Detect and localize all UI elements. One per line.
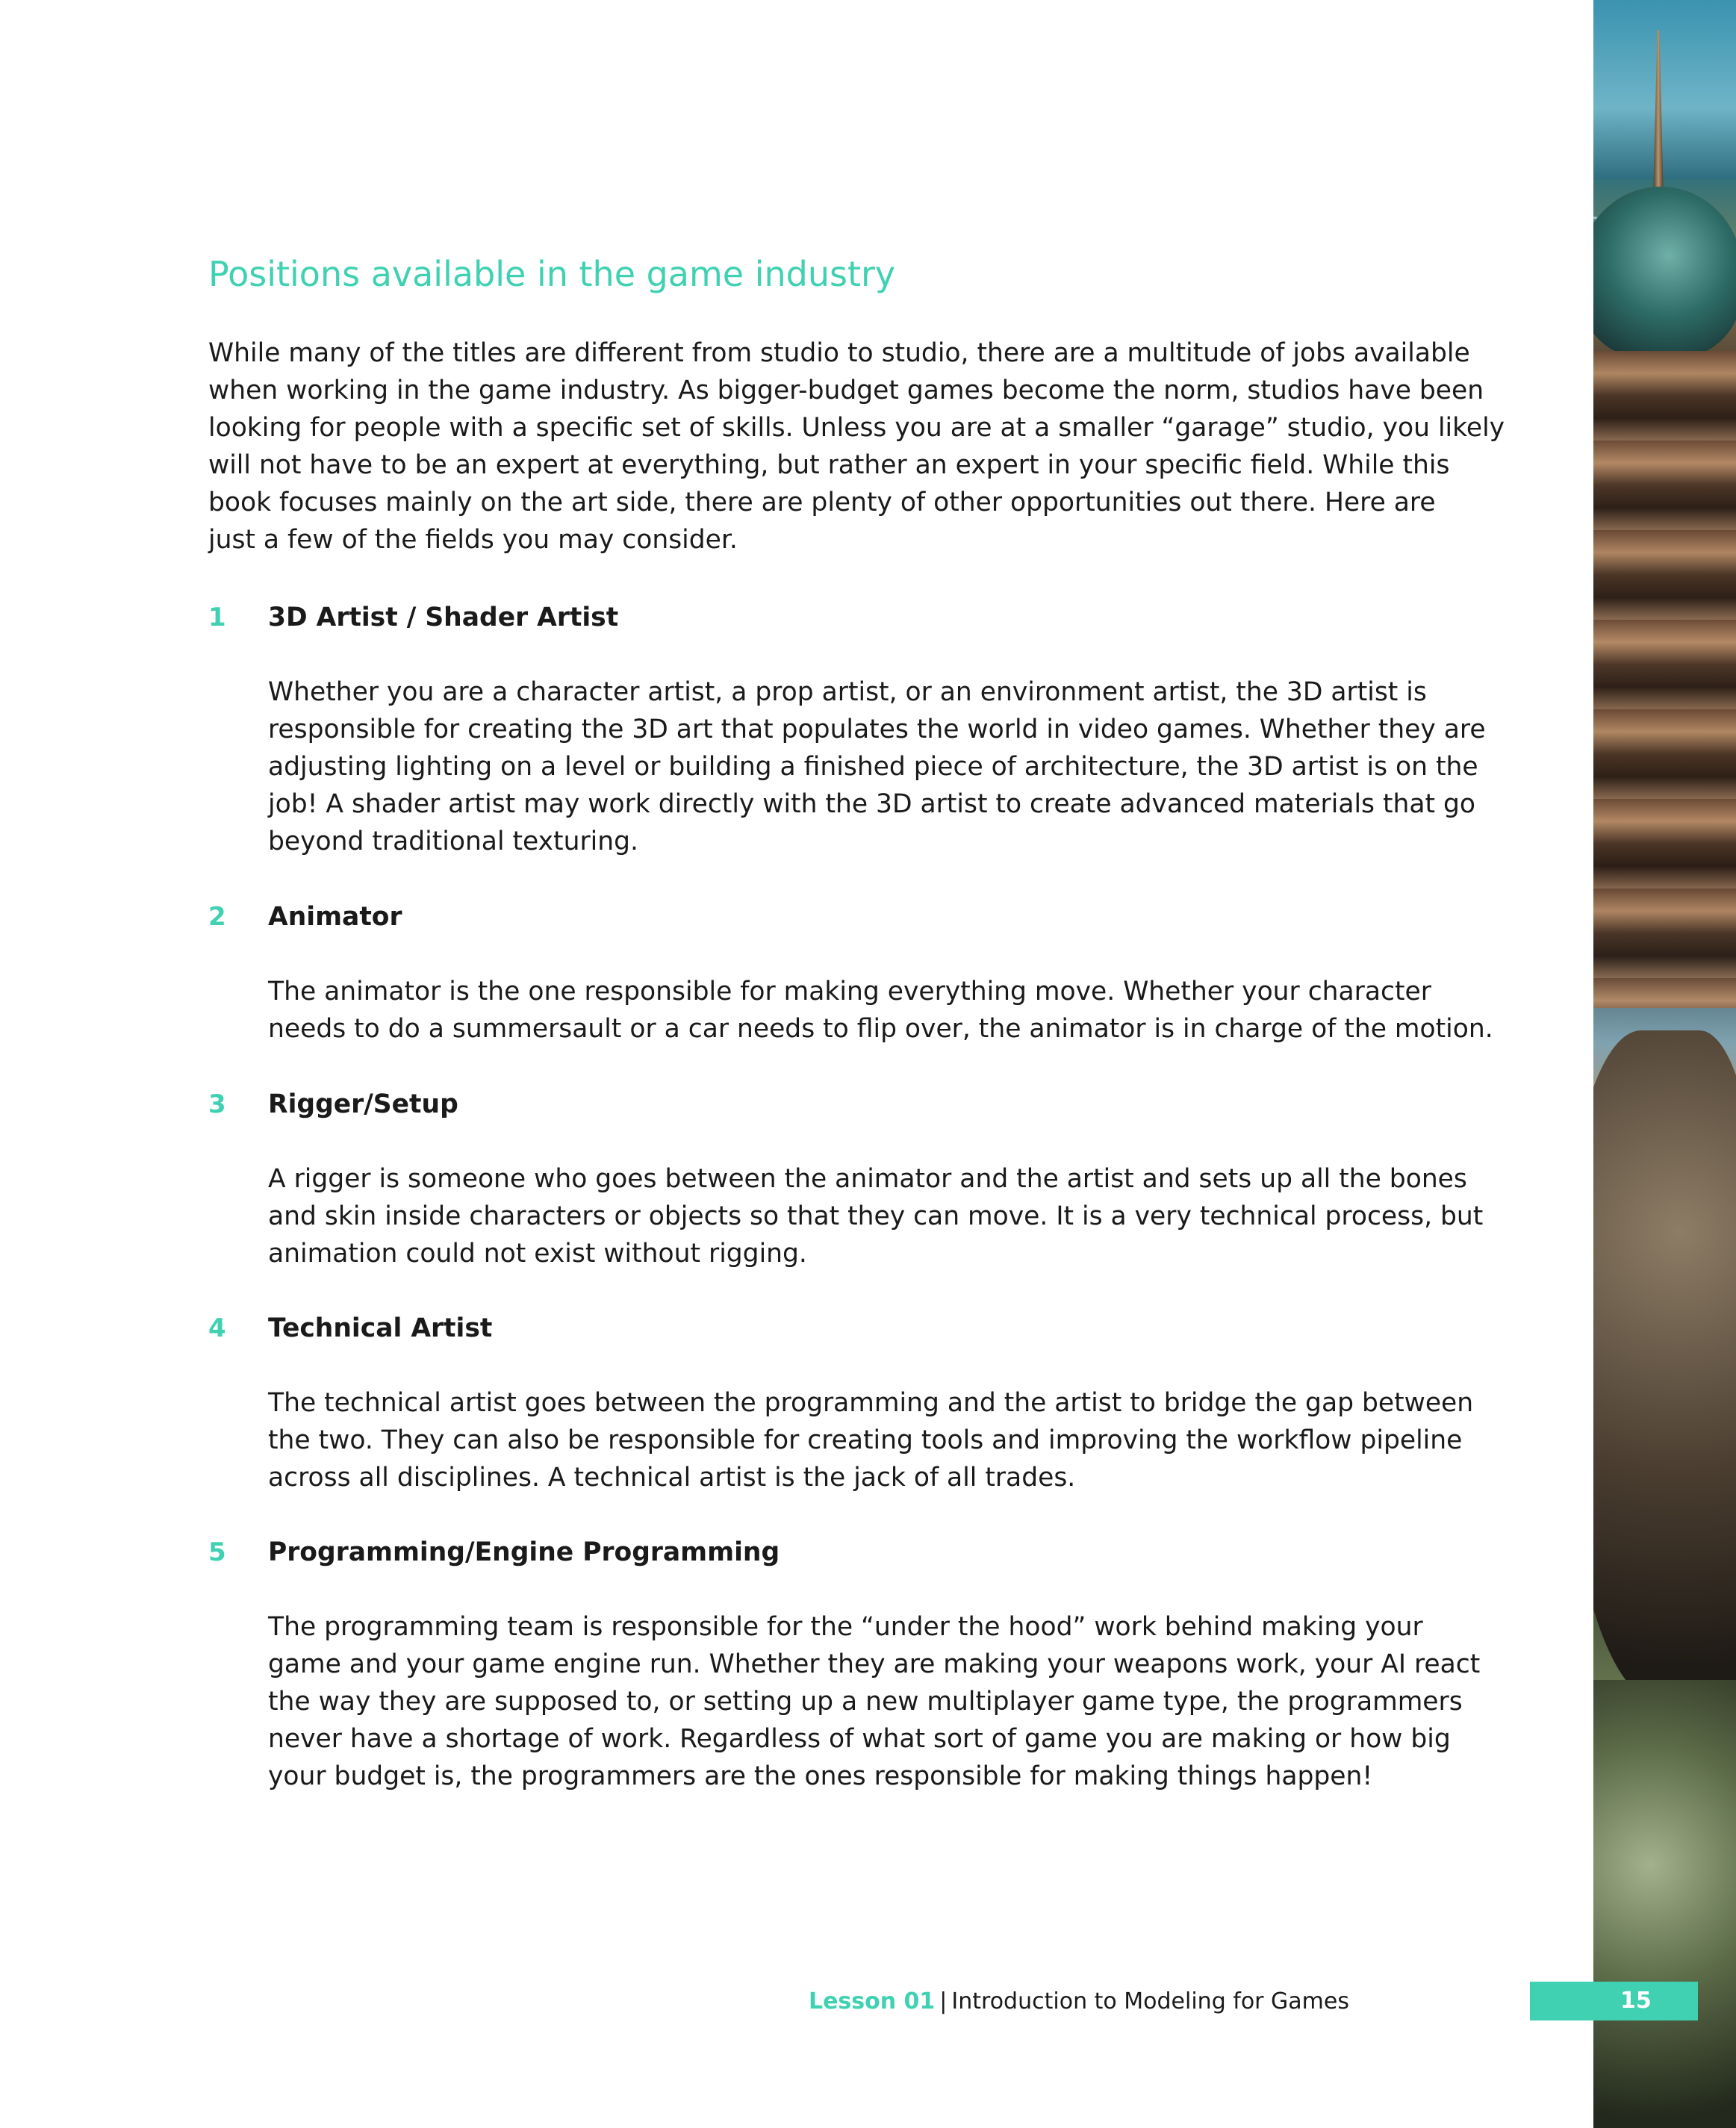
page-number: 15 [1620, 1988, 1652, 2014]
intro-line: will not have to be an expert at everything, but rather an expert in your specific field. While this [208, 450, 1450, 480]
intro-paragraph [208, 335, 1505, 559]
item-body-line: The programming team is responsible for the “under the hood” work behind making your [268, 1612, 1423, 1642]
item-body [268, 1384, 1473, 1496]
item-body-line: never have a shortage of work. Regardless of what sort of game you are making or how big [268, 1724, 1451, 1754]
item-body-line: beyond traditional texturing. [268, 827, 638, 856]
intro-line: While many of the titles are different from studio to studio, there are a multitude of jobs available [208, 338, 1470, 368]
section-heading: Positions available in the game industry [208, 254, 896, 294]
artwork-sky [1593, 0, 1736, 179]
item-body-line: adjusting lighting on a level or building a finished piece of architecture, the 3D artist is on the [268, 752, 1478, 782]
item-body-line: and skin inside characters or objects so that they can move. It is a very technical process, but [268, 1201, 1484, 1231]
item-body-line: responsible for creating the 3D art that populates the world in video games. Whether they are [268, 715, 1486, 744]
intro-line: book focuses mainly on the art side, there are plenty of other opportunities out there. Here are [208, 488, 1436, 517]
item-number: 1 [208, 603, 226, 632]
item-body-line: the way they are supposed to, or setting up a new multiplayer game type, the programmers [268, 1687, 1463, 1717]
intro-line: just a few of the fields you may consider. [208, 525, 738, 555]
item-body-line: Whether you are a character artist, a prop artist, or an environment artist, the 3D artist is [268, 677, 1427, 707]
artwork-tower [1593, 351, 1736, 1008]
artwork-dome [1593, 187, 1736, 358]
item-title: Technical Artist [268, 1313, 493, 1343]
footer-separator: | [939, 1988, 948, 2015]
item-body-line: The technical artist goes between the programming and the artist to bridge the gap between [268, 1388, 1474, 1418]
item-body-line: game and your game engine run. Whether they are making your weapons work, your AI react [268, 1649, 1481, 1679]
intro-line: looking for people with a specific set of skills. Unless you are at a smaller “garage” studio, you likely [208, 413, 1505, 443]
item-body-line: job! A shader artist may work directly with the 3D artist to create advanced materials that go [268, 789, 1476, 819]
artwork-rock-creature [1593, 1030, 1736, 1702]
page-number-tab [1530, 1982, 1698, 2020]
item-body [268, 1160, 1483, 1272]
item-body [268, 973, 1493, 1048]
item-title: Rigger/Setup [268, 1089, 458, 1119]
item-number: 5 [208, 1537, 226, 1567]
item-title: Animator [268, 902, 402, 932]
item-title: Programming/Engine Programming [268, 1537, 780, 1567]
footer-chapter-title: Introduction to Modeling for Games [951, 1988, 1349, 2015]
item-title: 3D Artist / Shader Artist [268, 603, 619, 632]
item-body-line: across all disciplines. A technical artist is the jack of all trades. [268, 1463, 1076, 1493]
page-footer [809, 1983, 1349, 2020]
item-body-line: animation could not exist without rigging. [268, 1239, 807, 1269]
item-number: 2 [208, 902, 226, 932]
item-body-line: A rigger is someone who goes between the animator and the artist and sets up all the bones [268, 1164, 1467, 1194]
footer-lesson-label: Lesson 01 [808, 1988, 936, 2015]
artwork-armor [1593, 1680, 1736, 2128]
item-body-line: your budget is, the programmers are the ones responsible for making things happen! [268, 1761, 1373, 1791]
item-body-line: the two. They can also be responsible for creating tools and improving the workflow pipeline [268, 1425, 1463, 1455]
item-body [268, 673, 1486, 860]
item-body [268, 1608, 1480, 1795]
item-body-line: needs to do a summersault or a car needs to flip over, the animator is in charge of the motion. [268, 1014, 1493, 1044]
intro-line: when working in the game industry. As bigger-budget games become the norm, studios have been [208, 376, 1484, 405]
item-number: 4 [208, 1313, 226, 1343]
item-body-line: The animator is the one responsible for making everything move. Whether your character [268, 977, 1431, 1007]
item-number: 3 [208, 1089, 226, 1119]
decorative-game-artwork [1593, 0, 1736, 2128]
